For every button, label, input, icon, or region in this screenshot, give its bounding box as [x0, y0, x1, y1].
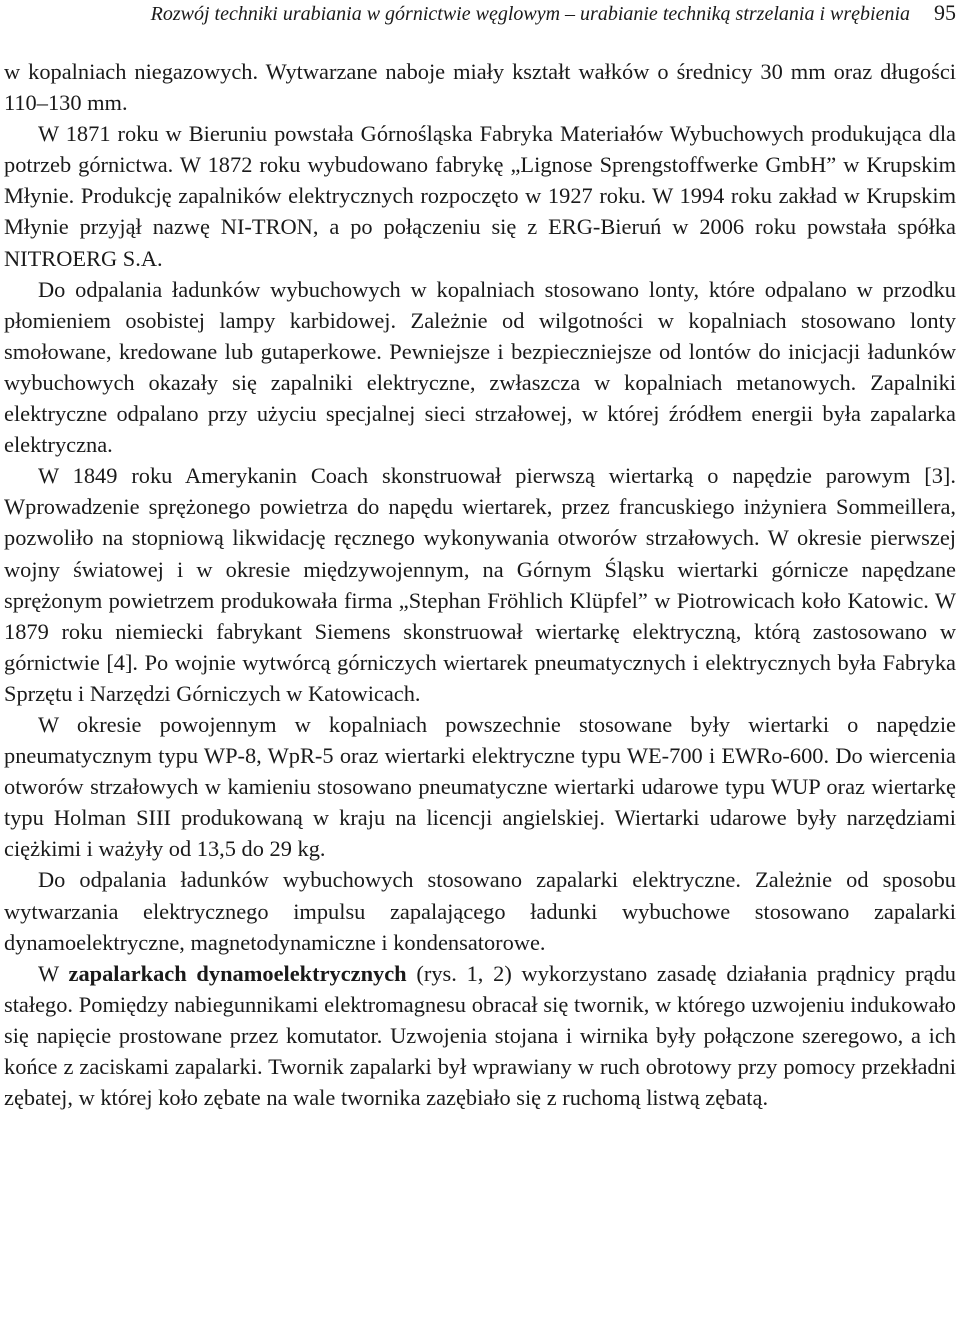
running-header — [0, 0, 956, 30]
body-text — [4, 56, 956, 1113]
paragraph-explosives-factory: W 1871 roku w Bieruniu powstała Górnośląska Fabryka Materiałów Wybuchowych produkująca dla potrzeb górnictwa. W 1872 roku wybudowano fabrykę „Lignose Sprengstoffwerke GmbH” w Krupskim Młynie. Produkcję zapalników elektrycznych rozpoczęto w 1927 roku. W 1994 roku zakład w Krupskim Młynie przyjął nazwę NI-TRON, a po połączeniu się z ERG-Bieruń w 2006 roku powstała spółka NITROERG S.A. — [4, 121, 956, 271]
bold-term: zapalarkach dynamoelektrycznych — [68, 960, 407, 986]
paragraph-postwar-drills: W okresie powojennym w kopalniach powszechnie stosowane były wiertarki o napędzie pneumatycznym typu WP-8, WpR-5 oraz wiertarki elektryczne typu WE-700 i EWRo-600. Do wiercenia otworów strzałowych w kamieniu stosowano pneumatyczne wiertarki udarowe typu WUP oraz wiertarkę typu Holman SIII produkowaną w kraju na licencji angielskiej. Wiertarki udarowe były narzędziami ciężkimi i ważyły od 13,5 do 29 kg. — [4, 711, 956, 862]
running-title: Rozwój techniki urabiania w górnictwie węglowym – urabianie techniką strzelania i wrębienia — [150, 3, 910, 25]
paragraph-rest: (rys. 1, 2) wykorzystano zasadę działania prądnicy prądu stałego. Pomiędzy nabiegunnikami elektromagnesu obracał się twornik, w którego uzwojeniu indukowało się napięcie prostowane przez komutator. Uzwojenia stojana i wirnika były połączone szeregowo, a ich końce z zaciskami zapalarki. Twornik zapalarki był wprawiany w ruch obrotowy przy pomocy przekładni zębatej, w której koło zębate na wale twornika zazębiało się z ruchomą listwą zębatą. — [4, 960, 956, 1111]
paragraph-exploders: Do odpalania ładunków wybuchowych stosowano zapalarki elektryczne. Zależnie od sposobu wytwarzania elektrycznego impulsu zapalającego ładunki wybuchowe stosowano zapalarki dynamoelektryczne, magnetodynamiczne i kondensatorowe. — [4, 867, 956, 955]
paragraph-lead: W — [38, 960, 69, 986]
paragraph-dynamo-exploders — [4, 958, 956, 1113]
page-number: 95 — [934, 0, 956, 25]
paragraph-continuation: w kopalniach niegazowych. Wytwarzane naboje miały kształt wałków o średnicy 30 mm oraz długości 110–130 mm. — [4, 59, 956, 116]
paragraph-drills-history: W 1849 roku Amerykanin Coach skonstruował pierwszą wiertarką o napędzie parowym [3]. Wprowadzenie sprężonego powietrza do napędu wiertarek, przez francuskiego inżyniera Sommeillera, pozwoliło na stopniową likwidację ręcznego wykonywania otworów strzałowych. W okresie pierwszej wojny światowej i w okresie międzywojennym, na Górnym Śląsku wiertarki górnicze napędzane sprężonym powietrzem produkowała firma „Stephan Fröhlich Klüpfel” w Piotrowicach koło Katowic. W 1879 roku niemiecki fabrykant Siemens skonstruował wiertarkę elektryczną, którą zastosowano w górnictwie [4]. Po wojnie wytwórcą górniczych wiertarek pneumatycznych i elektrycznych była Fabryka Sprzętu i Narzędzi Górniczych w Katowicach. — [4, 463, 956, 706]
paragraph-fuses: Do odpalania ładunków wybuchowych w kopalniach stosowano lonty, które odpalano w przodku płomieniem osobistej lampy karbidowej. Zależnie od wilgotności w kopalniach stosowano lonty smołowane, kredowane lub gutaperkowe. Pewniejsze i bezpieczniejsze od lontów do inicjacji ładunków wybuchowych okazały się zapalniki elektryczne, zwłaszcza w kopalniach metanowych. Zapalniki elektryczne odpalano przy użyciu specjalnej sieci strzałowej, w której źródłem energii była zapalarka elektryczna. — [4, 276, 956, 458]
